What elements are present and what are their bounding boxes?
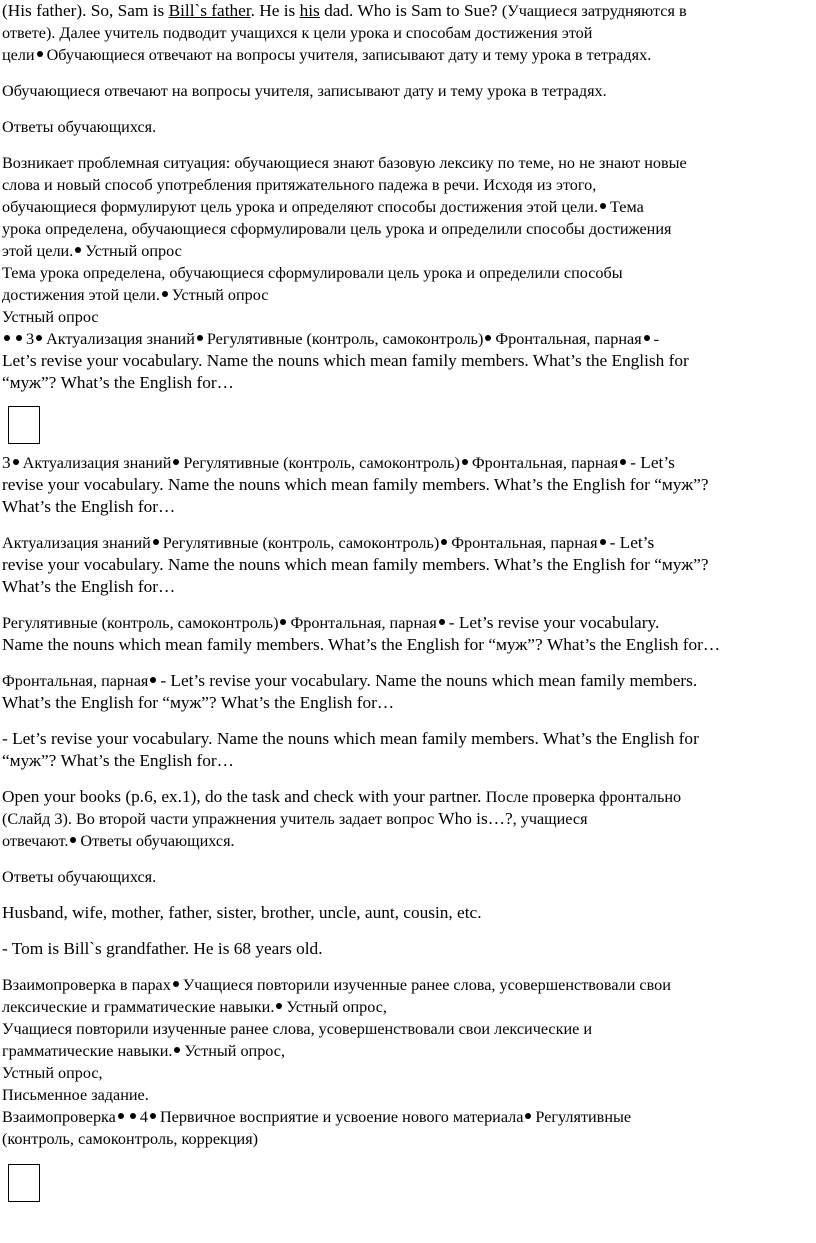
- bullet-icon: [37, 51, 43, 57]
- text-line: “муж”? What’s the English for…: [2, 373, 234, 392]
- text-run: цели: [2, 46, 35, 64]
- text-run: Ответы обучающихся.: [80, 832, 235, 850]
- bullet-icon: [197, 335, 203, 341]
- underlined-text: Bill`s father: [168, 1, 251, 20]
- text-run: 4: [139, 1108, 148, 1126]
- bullet-icon: [620, 459, 626, 465]
- text-run: Первичное восприятие и усвоение нового материала: [159, 1108, 524, 1126]
- text-line: [2, 1040, 814, 1062]
- bullet-icon: [173, 981, 179, 987]
- text-run: , учащиеся: [512, 810, 588, 828]
- text-line: Устный опрос,: [2, 1064, 103, 1082]
- text-line: Name the nouns which mean family members. What’s the English for “муж”? What’s the English for…: [2, 635, 721, 654]
- paragraph-intro: [2, 0, 814, 66]
- bullet-icon: [600, 539, 606, 545]
- text-line: [2, 196, 814, 218]
- bullet-icon: [174, 1047, 180, 1053]
- text-run: этой цели.: [2, 242, 74, 260]
- bullet-icon: [525, 1113, 531, 1119]
- text-line: [2, 1106, 814, 1128]
- text-line: [2, 830, 814, 852]
- bullet-icon: [644, 335, 650, 341]
- text-run: 3: [2, 453, 11, 472]
- paragraph-revise: [2, 728, 814, 772]
- bullet-icon: [280, 619, 286, 625]
- text-line: урока определена, обучающиеся сформулировали цель урока и определили способы достижения: [2, 220, 672, 238]
- text-run: грамматические навыки.: [2, 1042, 173, 1060]
- bullet-icon: [153, 539, 159, 545]
- text-line: Возникает проблемная ситуация: обучающиеся знают базовую лексику по теме, но не знают новые: [2, 154, 687, 172]
- text-run: Взаимопроверка в парах: [2, 976, 171, 994]
- bullet-icon: [16, 335, 22, 341]
- bullet-icon: [150, 677, 156, 683]
- paragraph-frontal: [2, 670, 814, 714]
- text-line: Устный опрос: [2, 308, 99, 326]
- text-run: Устный опрос: [171, 286, 269, 304]
- text-run: Устный опрос,: [286, 998, 387, 1016]
- bullet-icon: [150, 1113, 156, 1119]
- text-line: [2, 328, 814, 350]
- text-run: отвечают.: [2, 832, 69, 850]
- text-line: [2, 670, 814, 692]
- bullet-icon: [70, 837, 76, 843]
- bullet-icon: [276, 1003, 282, 1009]
- text-run: Взаимопроверка: [2, 1108, 116, 1126]
- paragraph-problem: [2, 152, 814, 394]
- paragraph: Ответы обучающихся.: [2, 118, 157, 136]
- text-run: (Учащиеся затрудняются в: [501, 2, 687, 20]
- text-run: Фронтальная, парная: [290, 614, 437, 632]
- bullet-icon: [600, 203, 606, 209]
- text-line: ответе). Далее учитель подводит учащихся к цели урока и способам достижения этой: [2, 24, 593, 42]
- text-run: лексические и грамматические навыки.: [2, 998, 275, 1016]
- text-line: [2, 532, 814, 554]
- text-run: обучающиеся формулируют цель урока и определяют способы достижения этой цели.: [2, 198, 599, 216]
- text-line: [2, 996, 814, 1018]
- text-line: [2, 974, 814, 996]
- text-run: Регулятивные (контроль, самоконтроль): [162, 534, 440, 552]
- text-line: What’s the English for…: [2, 497, 176, 516]
- text-run: (His father). So, Sam is: [2, 1, 169, 20]
- text-run: dad. Who is Sam to Sue?: [319, 1, 502, 20]
- text-line: [2, 44, 814, 66]
- text-line: [2, 786, 814, 808]
- text-line: Тема урока определена, обучающиеся сформулировали цель урока и определили способы: [2, 264, 623, 282]
- paragraph-peer-check: [2, 974, 814, 1150]
- text-run: Тема: [610, 198, 644, 216]
- text-run: Регулятивные: [535, 1108, 632, 1126]
- text-line: (контроль, самоконтроль, коррекция): [2, 1130, 259, 1148]
- text-line: revise your vocabulary. Name the nouns which mean family members. What’s the English for “муж”?: [2, 475, 709, 494]
- text-line: What’s the English for “муж”? What’s the English for…: [2, 693, 395, 712]
- bullet-icon: [173, 459, 179, 465]
- text-run: достижения этой цели.: [2, 286, 160, 304]
- bullet-icon: [441, 539, 447, 545]
- text-run: Обучающиеся отвечают на вопросы учителя, записывают дату и тему урока в тетрадях.: [46, 46, 652, 64]
- text-run: . He is: [250, 1, 300, 20]
- text-run: Open your books (p.6, ex.1), do the task and check with your partner.: [2, 787, 486, 806]
- text-run: Фронтальная, парная: [471, 454, 619, 472]
- text-line: [2, 612, 814, 634]
- text-line: revise your vocabulary. Name the nouns which mean family members. What’s the English for “муж”?: [2, 555, 709, 574]
- text-line: Учащиеся повторили изученные ранее слова, усовершенствовали свои лексические и: [2, 1020, 593, 1038]
- text-line: Let’s revise your vocabulary. Name the nouns which mean family members. What’s the English for: [2, 351, 689, 370]
- empty-checkbox[interactable]: [8, 1164, 40, 1202]
- bullet-icon: [162, 291, 168, 297]
- text-run: Регулятивные (контроль, самоконтроль): [2, 614, 279, 632]
- text-run: - Let’s revise your vocabulary. Name the nouns which mean family members.: [160, 671, 698, 690]
- text-line: [2, 808, 814, 830]
- text-run: - Let’s: [630, 453, 675, 472]
- bullet-icon: [75, 247, 81, 253]
- text-run: - Let’s revise your vocabulary.: [448, 613, 660, 632]
- paragraph-stage-3: [2, 452, 814, 518]
- paragraph: Обучающиеся отвечают на вопросы учителя, записывают дату и тему урока в тетрадях.: [2, 82, 607, 100]
- text-run: (Слайд 3). Во второй части упражнения учитель задает вопрос: [2, 810, 439, 828]
- bullet-icon: [4, 335, 10, 341]
- bullet-icon: [13, 459, 19, 465]
- text-line: [2, 452, 814, 474]
- paragraph-open-books: [2, 786, 814, 852]
- text-line: “муж”? What’s the English for…: [2, 751, 234, 770]
- text-line: [2, 284, 814, 306]
- text-line: [2, 240, 814, 262]
- text-run: Актуализация знаний: [22, 454, 172, 472]
- text-run: После проверка фронтально: [485, 788, 682, 806]
- text-line: Письменное задание.: [2, 1086, 149, 1104]
- paragraph-answers: Husband, wife, mother, father, sister, brother, uncle, aunt, cousin, etc.: [2, 903, 482, 922]
- paragraph-example: - Tom is Bill`s grandfather. He is 68 years old.: [2, 939, 323, 958]
- text-run: Устный опрос,: [184, 1042, 286, 1060]
- bullet-icon: [36, 335, 42, 341]
- paragraph-actualization: [2, 532, 814, 598]
- text-run: -: [653, 330, 660, 348]
- text-run: Who is…?: [438, 809, 513, 828]
- bullet-icon: [130, 1113, 136, 1119]
- paragraph-regulative: [2, 612, 814, 656]
- bullet-icon: [485, 335, 491, 341]
- text-run: Учащиеся повторили изученные ранее слова, усовершенствовали свои: [182, 976, 671, 994]
- underlined-text: his: [299, 1, 320, 20]
- text-run: Устный опрос: [85, 242, 182, 260]
- text-line: [2, 0, 814, 22]
- text-run: Фронтальная, парная: [451, 534, 598, 552]
- bullet-icon: [462, 459, 468, 465]
- paragraph: Ответы обучающихся.: [2, 868, 157, 886]
- bullet-icon: [439, 619, 445, 625]
- text-run: Фронтальная, парная: [2, 672, 149, 690]
- text-run: Регулятивные (контроль, самоконтроль): [183, 454, 460, 472]
- text-run: 3: [26, 330, 35, 348]
- text-line: слова и новый способ употребления притяжательного падежа в речи. Исходя из этого,: [2, 176, 597, 194]
- text-run: Актуализация знаний: [46, 330, 195, 348]
- text-line: - Let’s revise your vocabulary. Name the nouns which mean family members. What’s the English for: [2, 729, 699, 748]
- bullet-icon: [118, 1113, 124, 1119]
- text-run: - Let’s: [609, 533, 655, 552]
- text-run: Регулятивные (контроль, самоконтроль): [206, 330, 484, 348]
- empty-checkbox[interactable]: [8, 406, 40, 444]
- text-run: Фронтальная, парная: [495, 330, 642, 348]
- text-line: What’s the English for…: [2, 577, 176, 596]
- text-run: Актуализация знаний: [2, 534, 151, 552]
